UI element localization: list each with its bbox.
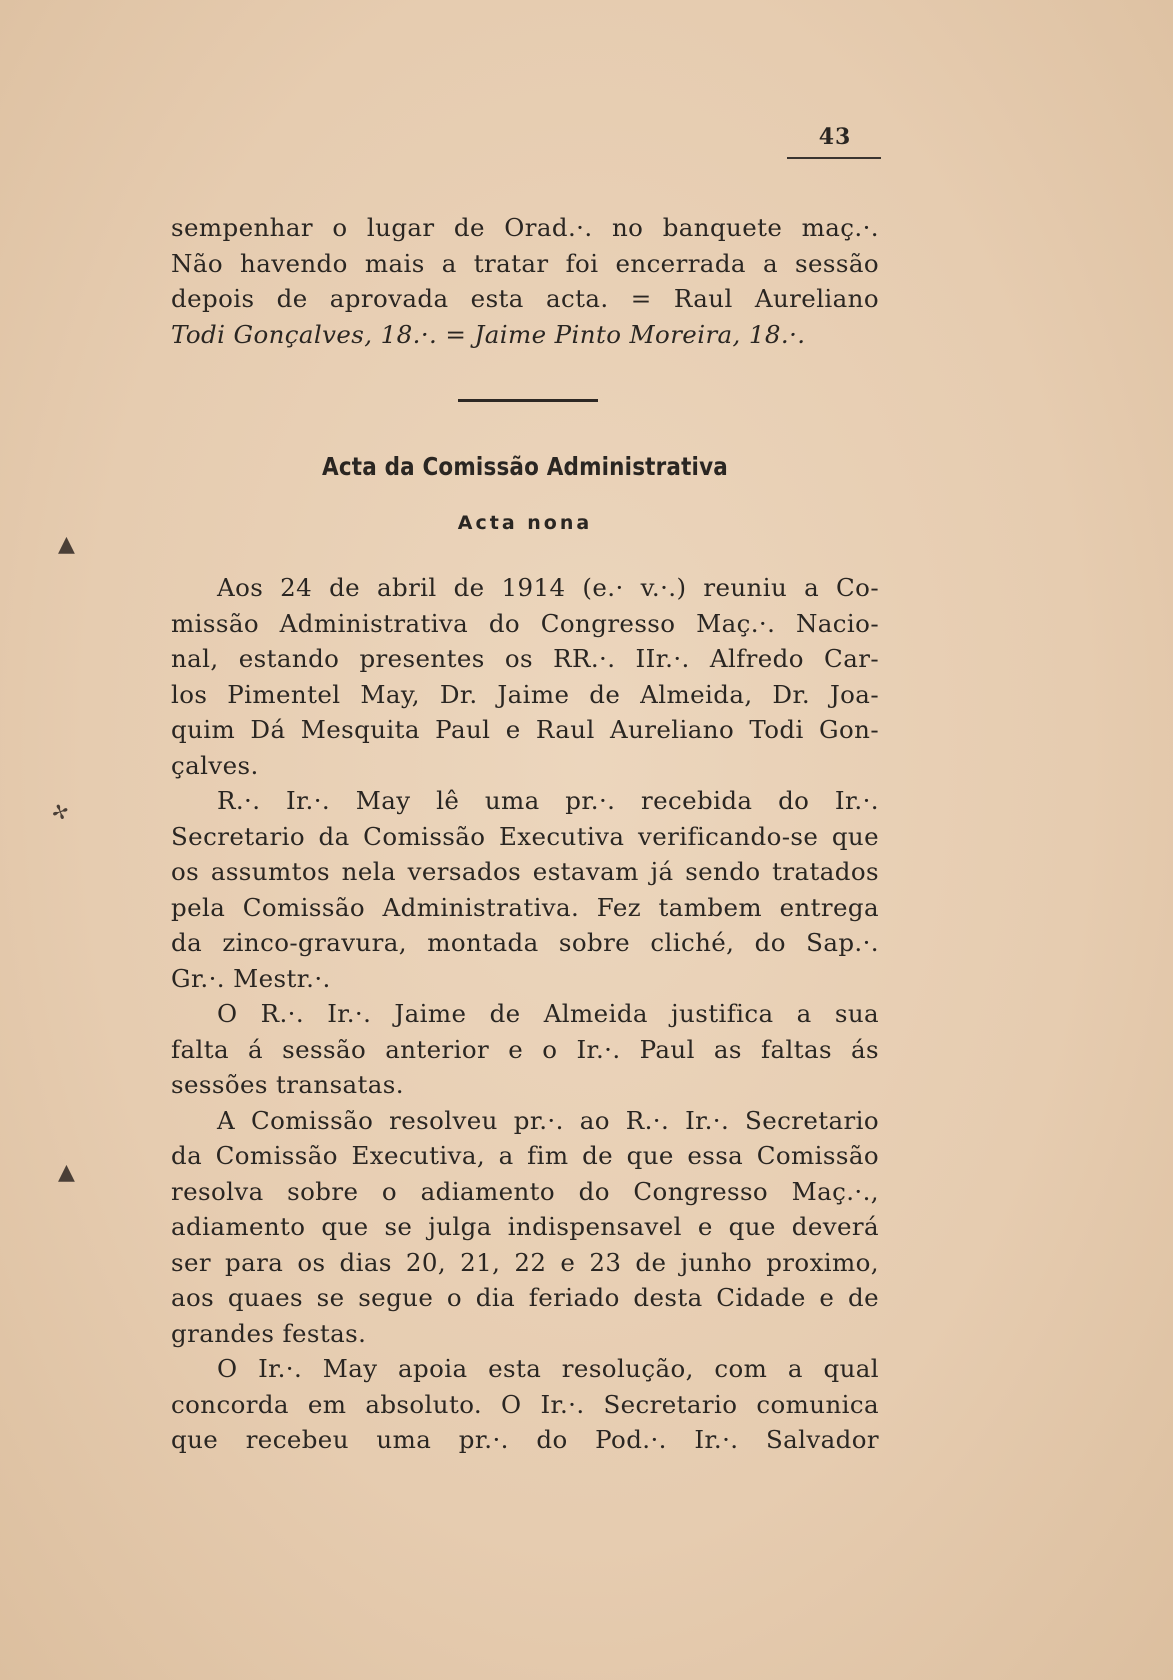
section-divider (458, 399, 598, 402)
section-subheading: Acta nona (457, 512, 593, 534)
body-line: Gr.·. Mestr.·. (171, 963, 331, 993)
body-line: pela Comissão Administrativa. Fez tambem entrega (171, 892, 879, 922)
binding-hole-mark: ▲ (58, 532, 75, 557)
body-line: aos quaes se segue o dia feriado desta Cidade e de (171, 1283, 879, 1312)
body-line: missão Administrativa do Congresso Maç.·. Nacio- (171, 608, 879, 638)
body-line: adiamento que se julga indispensavel e que deverá (171, 1212, 879, 1241)
body-line: da Comissão Executiva, a fim de que essa Comissão (171, 1141, 879, 1170)
intro-line: sempenhar o lugar de Orad.·. no banquete maç.·. (171, 213, 879, 242)
body-line: concorda em absoluto. O Ir.·. Secretario comunica (171, 1389, 879, 1419)
body-line: sessões transatas. (171, 1070, 404, 1099)
body-line: falta á sessão anterior e o Ir.·. Paul as faltas ás (171, 1034, 879, 1064)
body-line: da zinco-gravura, montada sobre cliché, do Sap.·. (171, 928, 879, 957)
body-line: los Pimentel May, Dr. Jaime de Almeida, Dr. Joa- (171, 679, 879, 709)
body-line: Secretario da Comissão Executiva verificando-se que (171, 821, 879, 851)
body-line: Aos 24 de abril de 1914 (e.· v.·.) reuniu a Co- (217, 573, 879, 602)
body-line: ser para os dias 20, 21, 22 e 23 de junho proximo, (171, 1247, 879, 1277)
binding-hole-mark: ▲ (58, 1160, 75, 1185)
section-heading: Acta da Comissão Administrativa (322, 452, 728, 481)
body-line: que recebeu uma pr.·. do Pod.·. Ir.·. Salvador (171, 1425, 879, 1454)
body-line: resolva sobre o adiamento do Congresso Maç.·., (171, 1176, 879, 1206)
body-line: A Comissão resolveu pr.·. ao R.·. Ir.·. Secretario (217, 1105, 879, 1135)
page-number-underline (787, 157, 881, 159)
intro-line: Todi Gonçalves, 18.·. = Jaime Pinto Moreira, 18.·. (171, 319, 806, 349)
intro-line: Não havendo mais a tratar foi encerrada a sessão (171, 248, 879, 278)
body-line: quim Dá Mesquita Paul e Raul Aureliano Todi Gon- (171, 715, 879, 744)
body-line: grandes festas. (171, 1318, 367, 1348)
body-line: R.·. Ir.·. May lê uma pr.·. recebida do Ir.·. (217, 786, 879, 815)
body-line: O R.·. Ir.·. Jaime de Almeida justifica a sua (217, 999, 879, 1028)
intro-line: depois de aprovada esta acta. = Raul Aureliano (171, 284, 879, 313)
body-line: nal, estando presentes os RR.·. IIr.·. Alfredo Car- (171, 644, 879, 673)
body-line: O Ir.·. May apoia esta resolução, com a qual (217, 1354, 879, 1383)
minutes-body (171, 570, 879, 1458)
body-line: çalves. (171, 750, 259, 780)
body-line: os assumtos nela versados estavam já sendo tratados (171, 857, 879, 886)
intro-paragraph (171, 210, 879, 352)
binding-hole-mark: ✢ (48, 797, 73, 827)
page-number: 43 (818, 124, 852, 150)
